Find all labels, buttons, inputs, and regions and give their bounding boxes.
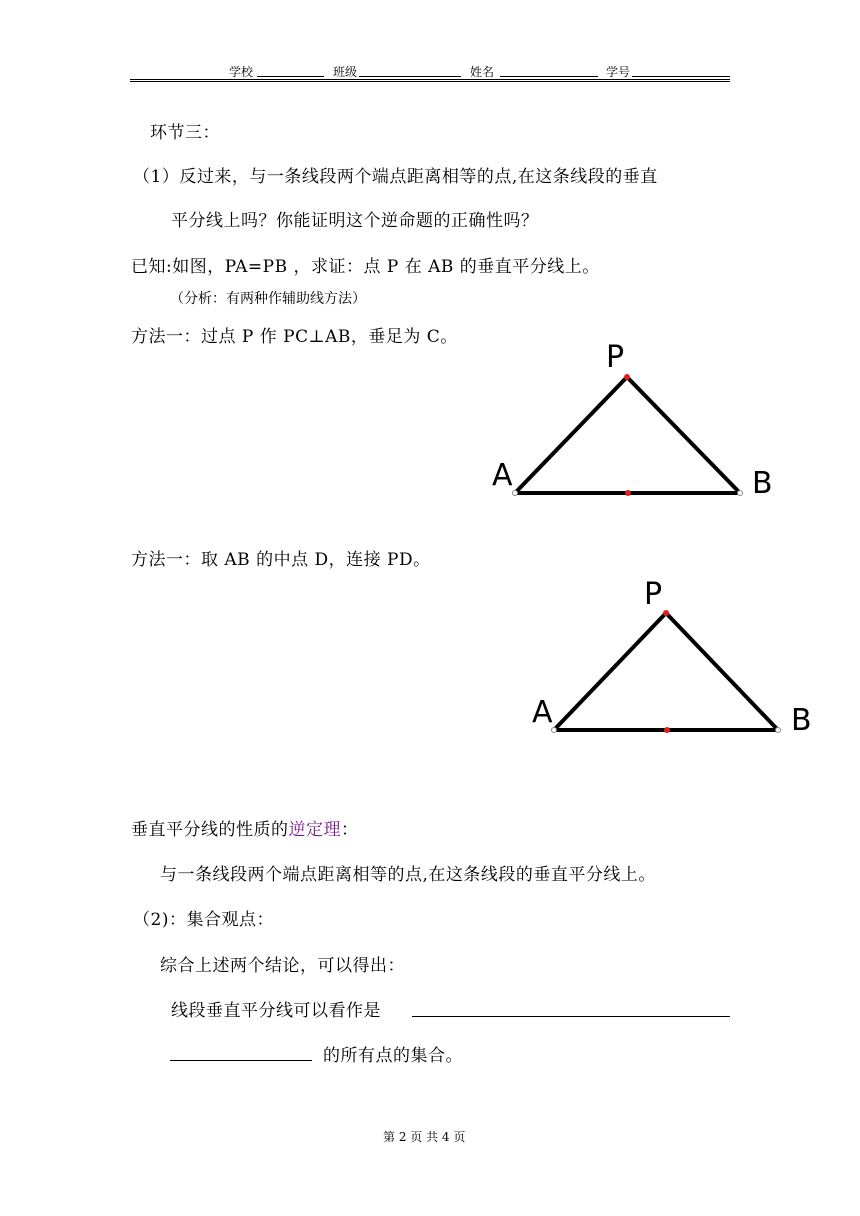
answer-blank-1 (412, 1016, 730, 1017)
label-b: B (791, 703, 812, 738)
name-label: 姓名 (470, 65, 495, 79)
segment-pb (627, 377, 740, 493)
label-b: B (752, 466, 773, 501)
section-title: 环节三： (150, 123, 220, 143)
triangle-diagram-1 (480, 335, 790, 515)
point-b (738, 491, 743, 496)
label-p: P (606, 340, 625, 375)
question1-line1: （1）反过来，与一条线段两个端点距离相等的点,在这条线段的垂直 (133, 167, 658, 187)
point-a (513, 491, 518, 496)
school-label: 学校 (229, 65, 254, 79)
converse-prefix: 垂直平分线的性质的 (131, 820, 289, 840)
point-midpoint (625, 490, 631, 496)
header-rule-top (130, 79, 730, 80)
page-footer: 第 2 页 共 4 页 (383, 1130, 466, 1144)
segment-pb (666, 613, 778, 730)
label-p: P (644, 577, 663, 612)
class-blank (359, 76, 461, 77)
number-blank (632, 76, 730, 77)
segment-pa (554, 613, 666, 730)
given-statement: 已知:如图，PA=PB ，求证：点 P 在 AB 的垂直平分线上。 (131, 257, 600, 277)
school-blank (257, 76, 324, 77)
point-b (776, 728, 781, 733)
label-a: A (492, 458, 513, 493)
point-p (624, 374, 630, 380)
segment-pa (515, 377, 627, 493)
point-d (664, 727, 670, 733)
answer-blank-2 (170, 1060, 312, 1061)
method1-text: 方法一：过点 P 作 PC⊥AB，垂足为 C。 (131, 327, 458, 347)
point-p (663, 610, 669, 616)
method2-text: 方法一：取 AB 的中点 D，连接 PD。 (131, 550, 431, 570)
triangle-diagram-2 (520, 572, 820, 752)
question2-line1: 线段垂直平分线可以看作是 (171, 1001, 381, 1021)
converse-heading (131, 815, 359, 840)
converse-statement: 与一条线段两个端点距离相等的点,在这条线段的垂直平分线上。 (160, 865, 656, 885)
analysis-note: （分析：有两种作辅助线方法） (170, 291, 366, 307)
question2-title: （2)：集合观点： (133, 910, 274, 930)
converse-highlight: 逆定理 (288, 820, 341, 840)
name-blank (500, 76, 598, 77)
question2-line2: 的所有点的集合。 (323, 1046, 463, 1066)
converse-suffix: ： (341, 820, 359, 840)
class-label: 班级 (333, 65, 358, 79)
question2-intro: 综合上述两个结论，可以得出： (160, 956, 405, 976)
header-rule-bottom (130, 81, 730, 82)
question1-line2: 平分线上吗？你能证明这个逆命题的正确性吗？ (171, 211, 539, 231)
number-label: 学号 (606, 65, 631, 79)
label-a: A (532, 695, 553, 730)
